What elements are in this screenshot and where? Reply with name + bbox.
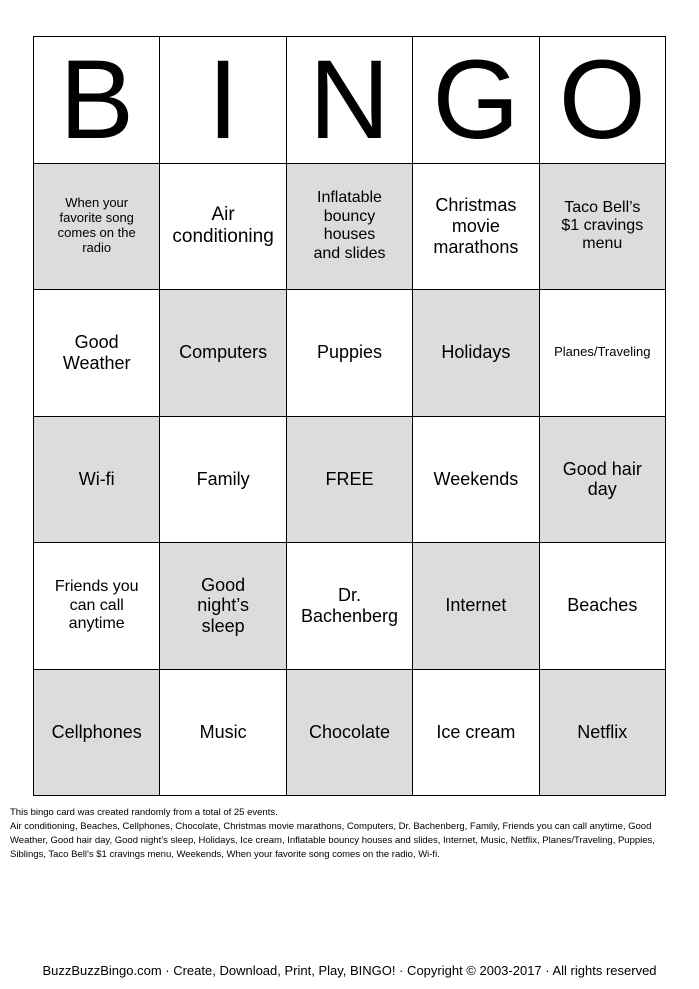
header-letter-b: B (34, 37, 160, 164)
description-event-list: Air conditioning, Beaches, Cellphones, Chocolate, Christmas movie marathons, Computers, Dr. Bachenberg, Family, Friends you can call anytime, Good Weather, Good hair day, Good night’s sleep, Holidays, Ice cream, Inflatable bouncy houses and slides, Internet, Music, Netflix, Planes/Traveling, Puppies, Siblings, Taco Bell’s $1 cravings menu, Weekends, When your favorite song comes on the radio, Wi-fi. (10, 821, 655, 860)
bingo-cell-r1c4 (413, 164, 539, 291)
bingo-cell-r2c4 (413, 290, 539, 417)
bingo-cell-r3c3 (287, 417, 413, 544)
bingo-cell-r4c5 (540, 543, 666, 670)
bingo-cell-r2c2 (160, 290, 286, 417)
bingo-cell-r4c2 (160, 543, 286, 670)
bingo-cell-r3c4 (413, 417, 539, 544)
bingo-cell-r4c3 (287, 543, 413, 670)
bingo-cell-r2c5 (540, 290, 666, 417)
bingo-cell-label: Beaches (567, 595, 638, 616)
bingo-cell-r4c1 (34, 543, 160, 670)
bingo-cell-label: Ice cream (436, 721, 516, 742)
header-letter-g: G (413, 37, 539, 164)
bingo-cell-r4c4 (413, 543, 539, 670)
bingo-cell-label: Air conditioning (172, 204, 274, 248)
bingo-cell-label: Cellphones (51, 721, 142, 742)
bingo-cell-label: Computers (179, 342, 268, 363)
bingo-cell-r3c2 (160, 417, 286, 544)
bingo-cell-r5c3 (287, 670, 413, 797)
bingo-cell-label: When your favorite song comes on the radio (57, 195, 136, 256)
bingo-cell-r5c1 (34, 670, 160, 797)
bingo-cell-r3c1 (34, 417, 160, 544)
bingo-cell-r2c3 (287, 290, 413, 417)
header-letter-i: I (160, 37, 286, 164)
bingo-cell-label: Planes/Traveling (554, 344, 651, 360)
bingo-cell-label: Puppies (316, 342, 383, 363)
bingo-cell-r3c5 (540, 417, 666, 544)
bingo-cell-r5c5 (540, 670, 666, 797)
bingo-cell-label: Friends you can call anytime (54, 578, 139, 632)
bingo-cell-label: Music (199, 721, 247, 742)
bingo-cell-label: Wi-fi (78, 468, 115, 489)
bingo-cell-label: Weekends (433, 468, 519, 489)
bingo-cell-label: Good Weather (62, 332, 131, 373)
card-description (10, 806, 690, 862)
bingo-cell-label: Christmas movie marathons (433, 195, 519, 257)
bingo-cell-label: Dr. Bachenberg (300, 585, 399, 626)
bingo-cell-r2c1 (34, 290, 160, 417)
bingo-cell-r1c3 (287, 164, 413, 291)
bingo-cell-label: Netflix (577, 721, 628, 742)
header-letter-n: N (287, 37, 413, 164)
free-space-label: FREE (325, 468, 374, 489)
bingo-cell-label: Internet (445, 595, 507, 616)
description-intro: This bingo card was created randomly from a total of 25 events. (10, 807, 278, 818)
bingo-card (33, 36, 666, 796)
footer-copyright: BuzzBuzzBingo.com · Create, Download, Print, Play, BINGO! · Copyright © 2003-2017 · All rights reserved (42, 963, 657, 978)
bingo-cell-label: Inflatable bouncy houses and slides (313, 189, 386, 262)
bingo-cell-r1c5 (540, 164, 666, 291)
bingo-cell-label: Chocolate (308, 721, 391, 742)
bingo-cell-r1c1 (34, 164, 160, 291)
bingo-cell-label: Good night’s sleep (197, 574, 249, 637)
bingo-cell-r5c4 (413, 670, 539, 797)
bingo-cell-label: Taco Bell’s $1 cravings menu (561, 198, 644, 253)
bingo-cell-r5c2 (160, 670, 286, 797)
bingo-cell-label: Family (196, 468, 250, 489)
bingo-cell-label: Holidays (441, 342, 511, 363)
header-letter-o: O (540, 37, 666, 164)
bingo-cell-label: Good hair day (562, 458, 642, 500)
bingo-cell-r1c2 (160, 164, 286, 291)
